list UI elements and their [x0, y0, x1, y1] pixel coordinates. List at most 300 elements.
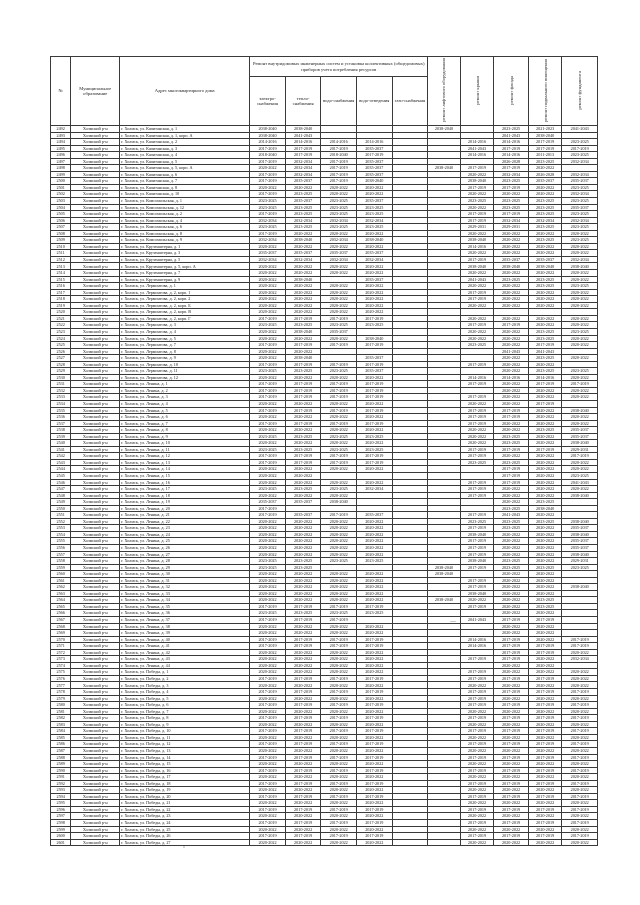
row-period: 2017-2019 — [321, 728, 357, 735]
row-period: 2023-2025 — [250, 322, 286, 329]
row-period: 2020-2022 — [494, 283, 529, 290]
row-period: 2017-2019 — [250, 793, 286, 800]
row-period: 2017-2019 — [250, 833, 286, 840]
row-period: 2017-2019 — [460, 754, 494, 761]
row-number: 2554 — [51, 531, 71, 538]
row-municipality: Холмский р-н — [71, 689, 120, 696]
row-period: 2020-2022 — [494, 499, 529, 506]
row-period: 2020-2022 — [562, 649, 598, 656]
row-period: 2020-2022 — [494, 630, 529, 637]
row-period: 2023-2025 — [562, 283, 598, 290]
row-period: 2023-2025 — [494, 433, 529, 440]
row-period: 2023-2025 — [285, 224, 321, 231]
row-number: 2529 — [51, 368, 71, 375]
row-address: г. Холмск, ул. Комсомольская, д. 6 — [120, 224, 250, 231]
row-period: 2020-2022 — [250, 302, 286, 309]
row-period: 2020-2022 — [494, 270, 529, 277]
row-period: 2017-2019 — [494, 806, 529, 813]
row-municipality: Холмский р-н — [71, 787, 120, 794]
row-period: 2023-2025 — [562, 368, 598, 375]
row-period: 2020-2022 — [356, 590, 392, 597]
row-period: 2020-2022 — [460, 800, 494, 807]
row-period: 2023-2025 — [250, 446, 286, 453]
row-period: 2017-2019 — [285, 381, 321, 388]
row-period: 2020-2022 — [494, 486, 529, 493]
row-period: 2020-2022 — [356, 191, 392, 198]
row-period: 2038-2040 — [562, 518, 598, 525]
row-period: 2020-2022 — [285, 721, 321, 728]
row-period: 2035-2037 — [562, 178, 598, 185]
row-period: 2014-2016 — [494, 152, 529, 159]
row-period: 2023-2025 — [356, 211, 392, 218]
row-period: 2020-2022 — [562, 296, 598, 303]
row-period: 2020-2022 — [285, 400, 321, 407]
row-period: 2020-2022 — [321, 538, 357, 545]
row-number: 2569 — [51, 630, 71, 637]
row-period: 2032-2034 — [250, 256, 286, 263]
row-period: 2035-2037 — [285, 512, 321, 519]
row-period: 2038-2040 — [562, 440, 598, 447]
row-address: г. Холмск, ул. Лермонтова, д. 1 — [120, 283, 250, 290]
row-period: 2017-2019 — [562, 780, 598, 787]
row-period: 2017-2019 — [528, 833, 562, 840]
row-period: 2032-2034 — [356, 256, 392, 263]
row-period: 2020-2022 — [528, 695, 562, 702]
row-period: 2017-2019 — [321, 178, 357, 185]
row-period: 2017-2019 — [562, 636, 598, 643]
row-period: 2020-2022 — [494, 708, 529, 715]
row-period: 2020-2022 — [285, 571, 321, 578]
row-municipality: Холмский р-н — [71, 256, 120, 263]
row-period: 2014-2016 — [460, 374, 494, 381]
row-municipality: Холмский р-н — [71, 649, 120, 656]
row-period: 2017-2019 — [250, 381, 286, 388]
row-address: г. Холмск, ул. Победы, д. 9 — [120, 721, 250, 728]
row-period: 2017-2019 — [250, 512, 286, 519]
row-number: 2559 — [51, 564, 71, 571]
row-period: 2038-2040 — [562, 263, 598, 270]
row-period: 2035-2037 — [321, 250, 357, 257]
row-address: г. Холмск, ул. Лермонтова, д. 2, корп. 2 — [120, 296, 250, 303]
row-period: 2020-2022 — [528, 551, 562, 558]
row-municipality: Холмский р-н — [71, 747, 120, 754]
row-number: 2561 — [51, 577, 71, 584]
row-period: 2020-2022 — [528, 289, 562, 296]
row-municipality: Холмский р-н — [71, 571, 120, 578]
row-address: г. Холмск, ул. Ленина, д. 8 — [120, 427, 250, 434]
row-period: 2017-2019 — [321, 165, 357, 172]
row-number: 2495 — [51, 145, 71, 152]
row-period: 2038-2040 — [250, 132, 286, 139]
row-period: 2020-2022 — [494, 250, 529, 257]
row-municipality: Холмский р-н — [71, 145, 120, 152]
row-period: 2017-2019 — [356, 361, 392, 368]
row-period: 2020-2022 — [494, 577, 529, 584]
row-period: 2032-2034 — [321, 256, 357, 263]
row-address: г. Холмск, ул. Ленина, д. 37 — [120, 617, 250, 624]
row-period: 2020-2022 — [562, 315, 598, 322]
row-period: 2017-2019 — [528, 702, 562, 709]
row-period: 2017-2019 — [356, 342, 392, 349]
row-period: 2035-2037 — [562, 427, 598, 434]
row-period: 2020-2022 — [356, 682, 392, 689]
row-period: 2023-2025 — [494, 518, 529, 525]
row-period: 2020-2022 — [562, 387, 598, 394]
row-period: 2020-2022 — [321, 584, 357, 591]
row-period: 2017-2019 — [494, 833, 529, 840]
row-number: 2506 — [51, 217, 71, 224]
row-period: 2020-2022 — [562, 302, 598, 309]
row-period: 2017-2019 — [250, 171, 286, 178]
row-address: г. Холмск, ул. Капитанская, д. 5 — [120, 158, 250, 165]
row-period: 2038-2040 — [428, 126, 461, 133]
row-address: г. Холмск, ул. Лермонтова, д. 8 — [120, 348, 250, 355]
row-period: 2023-2025 — [562, 472, 598, 479]
row-period: 2020-2022 — [250, 276, 286, 283]
row-period: 2020-2022 — [528, 184, 562, 191]
row-address: г. Холмск, ул. Капитанская, д. 4 — [120, 152, 250, 159]
row-number: 2523 — [51, 328, 71, 335]
row-period: 2017-2019 — [494, 322, 529, 329]
row-period: 2017-2019 — [562, 741, 598, 748]
row-number: 2586 — [51, 741, 71, 748]
row-period: 2023-2025 — [285, 211, 321, 218]
row-period: 2018-2040 — [250, 152, 286, 159]
row-period: 2038-2040 — [428, 571, 461, 578]
row-number: 2560 — [51, 571, 71, 578]
row-municipality: Холмский р-н — [71, 296, 120, 303]
row-number: 2556 — [51, 545, 71, 552]
row-period: 2017-2019 — [460, 486, 494, 493]
row-period: 2017-2019 — [250, 806, 286, 813]
row-period: 2023-2025 — [528, 499, 562, 506]
row-address: г. Холмск, ул. Комсомольская, д. 2 — [120, 211, 250, 218]
row-period: 2017-2019 — [285, 617, 321, 624]
row-number: 2542 — [51, 453, 71, 460]
row-period: 2038-2040 — [562, 551, 598, 558]
row-period: 2017-2019 — [285, 689, 321, 696]
table-header — [51, 57, 598, 126]
row-period: 2020-2022 — [321, 243, 357, 250]
row-period: 2035-2037 — [250, 499, 286, 506]
row-number: 2593 — [51, 787, 71, 794]
row-period: 2020-2022 — [460, 708, 494, 715]
row-number: 2518 — [51, 296, 71, 303]
row-period: 2020-2022 — [562, 420, 598, 427]
row-period: 2020-2022 — [528, 656, 562, 663]
row-period: 2017-2019 — [528, 446, 562, 453]
row-period: 2020-2022 — [250, 492, 286, 499]
row-period: 2017-2019 — [562, 643, 598, 650]
row-period: 2020-2022 — [356, 826, 392, 833]
row-address: г. Холмск, ул. Капитанская, д. 1 — [120, 126, 250, 133]
row-period: 2011-2013 — [528, 152, 562, 159]
row-address: г. Холмск, ул. Ленина, д. 22 — [120, 518, 250, 525]
row-period: 2017-2019 — [528, 767, 562, 774]
row-period: 2017-2019 — [321, 780, 357, 787]
row-address: г. Холмск, ул. Ленина, д. 44 — [120, 662, 250, 669]
row-period: 2020-2022 — [321, 662, 357, 669]
row-period: 2020-2022 — [356, 414, 392, 421]
row-number: 2601 — [51, 839, 71, 846]
row-address: г. Холмск, ул. Победы, д. 19 — [120, 787, 250, 794]
row-period: 2017-2019 — [321, 767, 357, 774]
row-period: 2020-2022 — [356, 531, 392, 538]
row-period: 2020-2022 — [494, 747, 529, 754]
row-period: 2020-2022 — [494, 603, 529, 610]
row-period: 2020-2022 — [356, 695, 392, 702]
row-period: 2020-2022 — [460, 721, 494, 728]
row-period: 2020-2022 — [321, 296, 357, 303]
row-period: 2023-2025 — [285, 368, 321, 375]
row-municipality: Холмский р-н — [71, 486, 120, 493]
row-period: 2020-2022 — [528, 361, 562, 368]
row-period: 2017-2019 — [528, 741, 562, 748]
row-number: 2509 — [51, 237, 71, 244]
row-period: 2023-2025 — [250, 224, 286, 231]
row-period: 2020-2022 — [460, 400, 494, 407]
row-period: 2032-2034 — [562, 217, 598, 224]
row-period: 2020-2022 — [321, 656, 357, 663]
row-number: 2520 — [51, 309, 71, 316]
row-period: 2017-2019 — [460, 584, 494, 591]
row-period: 2017-2019 — [460, 211, 494, 218]
row-period: 2017-2019 — [250, 754, 286, 761]
row-address: г. Холмск, ул. Победы, д. 21 — [120, 800, 250, 807]
row-period: 2020-2022 — [528, 630, 562, 637]
row-period: 2020-2022 — [494, 368, 529, 375]
row-period: 2023-2025 — [562, 564, 598, 571]
row-period: 2020-2022 — [528, 636, 562, 643]
row-period: 2017-2019 — [528, 793, 562, 800]
row-period: 2020-2022 — [321, 590, 357, 597]
row-municipality: Холмский р-н — [71, 695, 120, 702]
header-facade-repair: ремонт фасада — [494, 57, 529, 126]
row-municipality: Холмский р-н — [71, 774, 120, 781]
row-municipality: Холмский р-н — [71, 315, 120, 322]
row-period: 2017-2019 — [562, 715, 598, 722]
row-period: 2020-2022 — [250, 531, 286, 538]
row-period: 2023-2025 — [562, 211, 598, 218]
row-period: 2017-2019 — [460, 603, 494, 610]
row-municipality: Холмский р-н — [71, 656, 120, 663]
row-municipality: Холмский р-н — [71, 263, 120, 270]
row-number: 2589 — [51, 761, 71, 768]
row-period: 2020-2022 — [528, 610, 562, 617]
row-period: 2020-2022 — [460, 747, 494, 754]
row-period: 2020-2022 — [250, 427, 286, 434]
row-period: 2020-2022 — [250, 761, 286, 768]
row-period: 2020-2022 — [285, 630, 321, 637]
row-address: г. Холмск, ул. Победы, д. 25 — [120, 826, 250, 833]
row-period: 2020-2022 — [528, 813, 562, 820]
row-period: 2017-2019 — [494, 741, 529, 748]
row-period: 2020-2022 — [494, 361, 529, 368]
row-municipality: Холмский р-н — [71, 158, 120, 165]
row-period: 2020-2022 — [321, 545, 357, 552]
row-address: г. Холмск, ул. Комсомольская, д. 12 — [120, 204, 250, 211]
row-period: 2017-2019 — [356, 715, 392, 722]
row-period: 2041-2043 — [562, 479, 598, 486]
row-period: 2020-2022 — [285, 230, 321, 237]
row-period: 2029-2031 — [562, 558, 598, 565]
row-period: 2023-2025 — [528, 211, 562, 218]
row-period: 2020-2022 — [356, 518, 392, 525]
row-period: 2020-2022 — [285, 800, 321, 807]
row-period: 2020-2022 — [460, 302, 494, 309]
row-period: 2017-2019 — [460, 538, 494, 545]
header-basement-repair: ремонт подвального помещения — [528, 57, 562, 126]
row-address: г. Холмск, ул. Ленина, д. 19 — [120, 499, 250, 506]
row-address: г. Холмск, ул. Лермонтова, д. 3 — [120, 322, 250, 329]
row-period: 2020-2022 — [562, 787, 598, 794]
row-period: 2023-2025 — [321, 204, 357, 211]
row-period: 2023-2025 — [494, 564, 529, 571]
row-number: 2581 — [51, 708, 71, 715]
row-municipality: Холмский р-н — [71, 630, 120, 637]
row-period: 2020-2022 — [285, 263, 321, 270]
row-period: 2017-2019 — [460, 446, 494, 453]
row-municipality: Холмский р-н — [71, 322, 120, 329]
row-period: 2017-2019 — [562, 728, 598, 735]
row-address: г. Холмск, ул. Капитанская, д. 5, корп. А — [120, 165, 250, 172]
row-address: г. Холмск, ул. Комсомольская, д. 9 — [120, 237, 250, 244]
row-municipality: Холмский р-н — [71, 204, 120, 211]
row-period: 2020-2022 — [321, 400, 357, 407]
row-period: 2020-2022 — [356, 630, 392, 637]
row-period: 2020-2022 — [494, 571, 529, 578]
row-period: 2023-2025 — [460, 198, 494, 205]
row-address: г. Холмск, ул. Ленина, д. 17 — [120, 486, 250, 493]
row-period: 2017-2019 — [528, 617, 562, 624]
row-period: 2038-2040 — [321, 499, 357, 506]
row-period: 2017-2019 — [250, 361, 286, 368]
row-municipality: Холмский р-н — [71, 617, 120, 624]
row-period: 2032-2034 — [562, 158, 598, 165]
row-period: 2017-2019 — [494, 793, 529, 800]
row-period: 2020-2022 — [356, 479, 392, 486]
row-municipality: Холмский р-н — [71, 328, 120, 335]
row-period: 2020-2022 — [528, 407, 562, 414]
row-number: 2499 — [51, 171, 71, 178]
row-period: 2020-2022 — [562, 335, 598, 342]
row-period: 2017-2019 — [321, 315, 357, 322]
row-period: 2023-2025 — [356, 224, 392, 231]
row-number: 2598 — [51, 819, 71, 826]
row-period: 2020-2022 — [321, 531, 357, 538]
row-period: 2035-2037 — [528, 256, 562, 263]
row-period: 2041-2043 — [460, 276, 494, 283]
row-period: 2017-2019 — [460, 381, 494, 388]
row-period: 2017-2019 — [460, 420, 494, 427]
row-period: 2023-2025 — [562, 224, 598, 231]
row-period: 2020-2022 — [285, 466, 321, 473]
row-period: 2017-2019 — [321, 689, 357, 696]
row-period: 2020-2022 — [285, 577, 321, 584]
row-number: 2544 — [51, 466, 71, 473]
row-address: г. Холмск, ул. Ленина, д. 9 — [120, 433, 250, 440]
row-period: 2020-2022 — [356, 525, 392, 532]
row-period: 2020-2022 — [356, 597, 392, 604]
row-period: 2020-2022 — [460, 813, 494, 820]
row-period: 2017-2019 — [356, 381, 392, 388]
row-municipality: Холмский р-н — [71, 479, 120, 486]
row-number: 2525 — [51, 342, 71, 349]
row-address: г. Холмск, ул. Победы, д. 22 — [120, 806, 250, 813]
row-period: 2023-2025 — [528, 335, 562, 342]
row-number: 2592 — [51, 780, 71, 787]
row-address: г. Холмск, ул. Лермонтова, д. 2, корп. 1 — [120, 289, 250, 296]
row-period: 2035-2037 — [528, 178, 562, 185]
row-period: 2020-2022 — [250, 243, 286, 250]
row-period: 2017-2019 — [562, 833, 598, 840]
row-period: 2020-2022 — [528, 538, 562, 545]
row-period: 2020-2022 — [528, 230, 562, 237]
row-period: 2020-2022 — [460, 191, 494, 198]
row-address: г. Холмск, ул. Крузенштерна, д. 1 — [120, 243, 250, 250]
row-period: 2017-2019 — [460, 165, 494, 172]
row-period: 2020-2022 — [356, 708, 392, 715]
row-period: 2017-2019 — [356, 420, 392, 427]
row-municipality: Холмский р-н — [71, 761, 120, 768]
row-number: 2590 — [51, 767, 71, 774]
row-number: 2515 — [51, 276, 71, 283]
row-period: 2023-2025 — [562, 139, 598, 146]
row-period: 2017-2019 — [562, 767, 598, 774]
row-number: 2596 — [51, 806, 71, 813]
row-period: 2020-2022 — [528, 682, 562, 689]
row-period: 2020-2022 — [528, 623, 562, 630]
row-number: 2563 — [51, 590, 71, 597]
row-address: г. Холмск, ул. Победы, д. 7 — [120, 708, 250, 715]
header-address: Адрес многоквартирного дома — [120, 57, 250, 126]
row-period: 2020-2022 — [494, 839, 529, 846]
row-address: г. Холмск, ул. Ленина, д. 3 — [120, 394, 250, 401]
row-period: 2017-2019 — [356, 394, 392, 401]
row-period: 2017-2019 — [285, 394, 321, 401]
row-period: 2023-2025 — [321, 224, 357, 231]
row-period: 2023-2025 — [528, 224, 562, 231]
header-heating: тепло-снабжения — [285, 77, 321, 126]
row-period: 2020-2022 — [250, 584, 286, 591]
row-period: 2017-2019 — [494, 767, 529, 774]
row-period: 2017-2019 — [321, 420, 357, 427]
row-period: 2020-2022 — [494, 315, 529, 322]
row-period: 2017-2019 — [250, 459, 286, 466]
row-period: 2020-2022 — [494, 237, 529, 244]
row-municipality: Холмский р-н — [71, 230, 120, 237]
row-period: 2020-2022 — [528, 584, 562, 591]
row-period: 2020-2022 — [250, 348, 286, 355]
row-period: 2017-2019 — [250, 675, 286, 682]
row-address: г. Холмск, ул. Капитанская, д. 7 — [120, 178, 250, 185]
row-period: 2017-2019 — [460, 184, 494, 191]
row-period: 2020-2022 — [321, 669, 357, 676]
row-municipality: Холмский р-н — [71, 715, 120, 722]
row-period: 2038-2040 — [285, 237, 321, 244]
row-number: 2549 — [51, 499, 71, 506]
row-period: 2017-2019 — [494, 479, 529, 486]
row-period: 2017-2019 — [285, 780, 321, 787]
row-period: 2023-2025 — [494, 558, 529, 565]
row-municipality: Холмский р-н — [71, 472, 120, 479]
row-period: 2020-2022 — [460, 787, 494, 794]
row-period: 2017-2019 — [460, 289, 494, 296]
row-address: г. Холмск, ул. Ленина, д. 40 — [120, 636, 250, 643]
row-municipality: Холмский р-н — [71, 708, 120, 715]
row-period: 2020-2022 — [250, 263, 286, 270]
row-municipality: Холмский р-н — [71, 126, 120, 133]
